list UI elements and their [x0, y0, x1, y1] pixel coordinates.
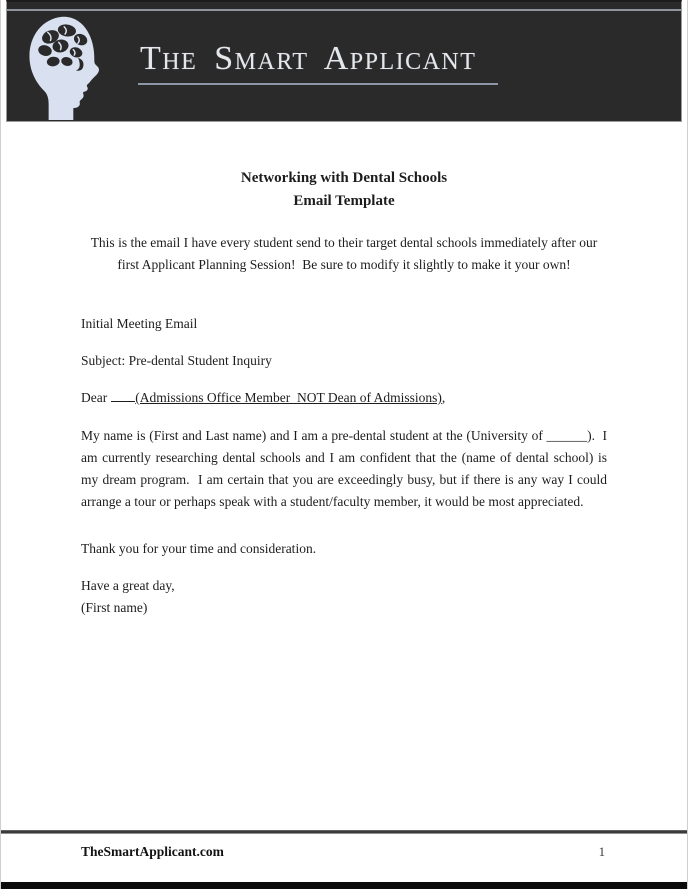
thanks-line: Thank you for your time and consideration.	[81, 541, 317, 556]
footer-website: TheSmartApplicant.com	[81, 844, 224, 859]
footer-page-number: 1	[598, 845, 605, 859]
salutation-underlined-text: (Admissions Office Member NOT Dean of Admissions)	[135, 390, 442, 405]
closing-block	[81, 575, 607, 619]
header-main	[7, 11, 681, 121]
brain-head-logo-icon	[16, 14, 116, 120]
page-bottom-edge	[1, 882, 687, 889]
salutation-prefix: Dear	[81, 390, 108, 405]
section-label: Initial Meeting Email	[81, 316, 198, 331]
salutation-suffix: ,	[441, 390, 446, 405]
closing-line1: Have a great day,	[81, 578, 175, 593]
salutation-blank-underline	[111, 389, 135, 402]
subject-line: Subject: Pre-dental Student Inquiry	[81, 353, 272, 368]
intro-paragraph: This is the email I have every student send to their target dental schools immediately after our first Applicant Planning Session! Be sure to modify it slightly to make it your own!	[90, 235, 601, 272]
brand-title: The Smart Applicant	[138, 41, 498, 86]
document-title-line2: Email Template	[293, 193, 395, 209]
document-title	[81, 167, 607, 213]
email-template-content	[81, 122, 611, 619]
footer	[81, 844, 605, 860]
body-paragraph: My name is (First and Last name) and I am a pre-dental student at the (University of ______). I am currently researching dental schools and I am confident that the (name of dental school) is my dream program. I am certain that you are exceedingly busy, but if there is any way I could arrange a tour or perhaps speak with a student/faculty member, it would be most appreciated.	[81, 428, 611, 509]
footer-divider-bar	[1, 830, 687, 834]
salutation-line	[81, 387, 607, 409]
document-title-line1: Networking with Dental Schools	[240, 170, 448, 186]
brand-header	[6, 0, 682, 122]
closing-line2: (First name)	[81, 600, 148, 615]
